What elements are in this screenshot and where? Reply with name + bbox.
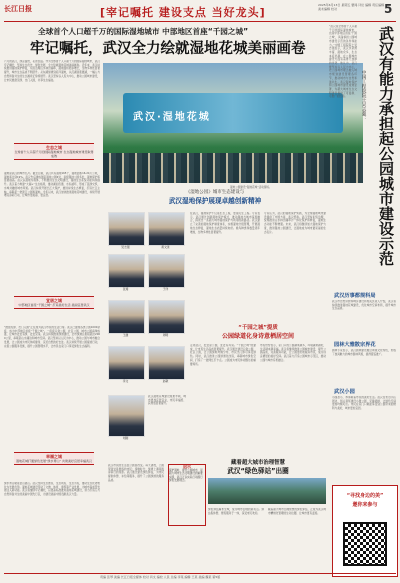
headline: 牢记嘱托，武汉全力绘就湿地花城美丽画卷 (30, 41, 306, 57)
mid-section-2-pretitle: “千园之城”提质 (238, 325, 278, 331)
portrait-name-9: 刘刚 (122, 436, 129, 440)
section-title-livable: 宜居之城 (46, 298, 62, 303)
mid-article-3: 走进武汉，处处是公园，处处有风景。“千园之城”的建成，让市民生活品质显著提升。武汉通过建设口袋公园、社区公园，让公园绿地均衡分布，市民出门即可享受绿色。同时，武汉推进公园绿道化改造，串联城市绿色空间，打造了一批网红打卡点。公园成为市民休闲娱乐的重要场所。 (190, 344, 256, 366)
notice-title: 启示 (183, 464, 191, 469)
mid-section-pretitle: 《湿地公园》城市生态建设与 (185, 190, 245, 195)
section-desc-happy: 湿地花城打通绿色发展“绿水青山” 共建美好宜居幸福武汉 (15, 459, 93, 463)
right-news-1: 武汉市自然资源和城乡建设局相关负责人介绍，武汉将持续推进湿地花城建设，优化城市空间布局，提升城市生态品质。 (332, 300, 396, 311)
top-bar (0, 0, 400, 22)
mid-section-3-title: 武汉“绿色驿站”出圈 (227, 467, 289, 475)
section-desc-livable: 中部地区首座“千园之城” 打造美好生活 美丽宜居武汉 (18, 303, 90, 307)
audience-crowd (103, 153, 363, 183)
portrait-7 (108, 346, 145, 380)
right-news-2: 园林专家表示，武汉园林建设融合荆楚文化特色，形成了独具魅力的城市园林风貌，值得借鉴推广。 (332, 349, 396, 356)
promo-subtitle: 邀你来参与 (352, 502, 378, 508)
portrait-name-4: 于洋 (162, 287, 169, 291)
mid-article-2: 专家认为，武汉的湿地保护实践，为全球湿地城市建设提供了中国方案、武汉经验。武汉坚持系统治理，统筹推进山水林田湖草沙一体化保护和修复，湿地生态功能不断增强。未来，武汉将继续加大湿地保护力度，推进湿地公园建设，让湿地成为城市最亮丽的生态名片。 (264, 212, 326, 234)
article-col-4: 绿水青山就是金山银山。武汉坚持生态惠民、生态利民、生态为民，推动生态优势转化为发展优势。湿地花城建设带动了文旅、体育、康养等产业发展，为城市高质量发展注入新动能。武汉将继续牢记嘱托，以更高标准推进湿地花城建设，努力打造人与自然和谐共生的美丽中国先行区，为建设美丽中国贡献武汉力量。 (4, 482, 100, 497)
portrait-5 (108, 300, 145, 334)
portrait-name-3: 张翔 (122, 287, 129, 291)
notice-box: 启示 保护湿地、建设公园城市，是超大城市生态文明建设的重要实践，武汉正以实际行动践行绿色发展理念。 (168, 464, 206, 526)
portrait-name-2: 黄文进 (161, 245, 170, 249)
side-article: “武汉是全球首个人口超千万的国际湿地城市，也是中部地区首座‘千园之城’，具备承担公园城市建设示范的条件和能力。”中国工程院院士吴志强表示，武汉水资源丰富、湿地众多，生态本底优越，在公园城市建设方面有着得天独厚的优势。他认为，武汉要坚持以人民为中心，把公园城市理念融入城市规划建设管理各环节，推动城市与自然和谐共生。武汉湿地保护和公园城市建设成效显著，为超大城市生态文明建设提供了可复制、可推广的经验。 (329, 25, 357, 99)
article-col-1: 六月的武汉，绿意盎然，花香四溢。作为全球首个人口超千万的国际湿地城市，武汉牢记嘱托，坚持生态优先、绿色发展，全力绘就湿地花城美丽画卷。近年来，武汉持续推进湿地保护修复，系统治理山水林田湖草，湿地面积稳步增长，生物多样性显著提升，城市生态品质不断跃升。从东湖绿道到府河湿地，从沉湖到涨渡湖，一幅人与自然和谐共生的生态画卷正徐徐展开。武汉坚持以人民为中心，推动公园城市建设，让市民推窗见绿、出门入园，共享生态福祉。 (4, 60, 100, 82)
portrait-9 (108, 395, 145, 437)
portrait-name-5: 王健 (122, 333, 129, 337)
portrait-name-8: 赵敏 (162, 379, 169, 383)
portrait-8 (148, 346, 185, 380)
masthead-logo: 长江日报 (4, 5, 32, 13)
header-rule (4, 21, 396, 22)
footer-credits: 责编 张琴 美编 长江日报全媒体 校对 肖文 编校 人民 总编 李某 编辑 王某 美编 魏某 第5版 (100, 575, 221, 579)
article-col-2: 湿地是武汉的城市名片。截至目前，武汉共有湿地165个，湿地面积16.24万公顷，湿地率达到19%。武汉先后建成国家湿地公园6处、省级湿地公园多处，湿地保护率显著提高。武汉以湿地为载体，不断推进生态文明建设，湿地生态系统功能持续提升。武汉着力构建“大湖+”生态格局，推动湖泊连通、水系循环，形成了蓝绿交织、水城共融的城市风貌。武汉持续开展长江大保护，推进岸线生态修复，打造长江主轴，串联起一批滨江公园和湿地。今年以来，武汉加快推进湿地花城建设，持续开展增花添彩行动，让城市更美丽、更宜居。 (4, 172, 100, 198)
promo-title: “寻找身边的美” (346, 493, 384, 499)
photo-caption: 湿地公园建设“湿地花城”活动现场。 (230, 186, 272, 189)
portrait-name-7: 李文 (122, 379, 129, 383)
main-photo (103, 63, 363, 183)
mid-section-2-title: 公园绿道化身诗意栖居空间 (221, 333, 294, 340)
qr-code[interactable] (343, 522, 387, 566)
portrait-4 (148, 254, 185, 288)
article-col-3: “推窗见绿、出门入园”正在成为武汉市民的生活日常。武汉已建成各类公园1000余座，成为中部地区首座“千园之城”。一座座口袋公园、社区公园、城市公园串珠成链，让城市处处有绿、处处见景。武汉持续推进绿道建设，全市绿道总里程超过2000公里，串联起山水湖泊和城市空间。武汉坚持以人民为中心，推动公园与城市融合发展，让公园成为市民休闲健身、亲近自然的好去处。武汉持续开展公园提质行动，完善公园服务设施，提升公园管理水平，让市民在家门口享受绿色生态福利。 (4, 326, 100, 348)
section-sub-ecology (14, 143, 94, 160)
issue-info: 2025年6月13日 星期五 要闻·评论 编辑 责任编辑 美术编辑 校对 (318, 3, 385, 11)
portrait-name-6: 周明 (162, 333, 169, 337)
section-desc-ecology: 全球首个人口超千万的国际湿地城市 生态湿地城市建设取得成效 (14, 150, 94, 158)
page-number: 5 (384, 2, 393, 16)
section-title-ecology: 生态之城 (46, 145, 62, 150)
mid-article-1: 在武汉，湿地保护不仅是生态工程，更是民生工程。专家表示，武汉通过创新湿地保护模式，推动湿地与城市深度融合，探索出一条超大城市湿地保护与利用的新路径。武汉建立了完善的湿地保护制度体系，实施湿地分级管理，开展湿地生态修复，湿地生态质量持续向好。候鸟种类和数量逐年增加，生物多样性显著提升。 (190, 212, 260, 234)
right-news-title-1: 武汉历事都规科局 (334, 293, 376, 299)
mid-section-3-pretitle: 藏着超大城市治理智慧 (231, 460, 285, 466)
footer-rule (4, 573, 396, 574)
section-sub-happy (14, 452, 94, 465)
side-headline: 武汉有能力承担起公园城市建设示范 (377, 26, 395, 266)
right-news-title-3: 武汉小园 (334, 389, 355, 395)
page-header: [宰记嘱托 建设支点 当好龙头] (100, 6, 266, 19)
mid-article-7: 绿色驿站遍布全城，成为城市治理的新亮点。驿站集休憩、便民服务于一体，深受市民欢迎。 (208, 508, 264, 515)
portrait-6 (148, 300, 185, 334)
portrait-name-1: 吴志强 (121, 245, 130, 249)
bottom-photo (208, 478, 326, 504)
mid-article-8: 藏着超大城市治理智慧的绿色驿站，正成为武汉城市精细化管理的生动注脚，让城市更有温度。 (268, 508, 326, 515)
portrait-2 (148, 212, 185, 246)
headline-subtitle: 全球首个人口超千万的国际湿地城市 中部地区首座“千园之城” (38, 27, 249, 36)
portrait-1 (108, 212, 145, 246)
side-headline-byline: 中国工程院院士吴志强： (361, 70, 366, 121)
mid-section-title: 武汉湿地保护展现卓越创新精神 (168, 197, 262, 205)
mid-article-5: 武汉湿地花城建设成果丰硕，城市更加宜居宜业，市民幸福感、获得感显著提升。 (148, 395, 186, 406)
mid-article-4: 市民纷纷表示，家门口的公园越来越多，环境越来越好，生活越来越幸福。武汉将继续推进公园城市建设，提升公园品质，完善服务功能，让公园更好地服务市民，成为诗意栖居的美好空间。武汉着力打造公园城市示范区，推动公园与城市有机融合。 (260, 344, 326, 362)
portrait-3 (108, 254, 145, 288)
right-news-3: 小园虽小，却承载着市民的美好生活。武汉在老旧小区周边、街头巷尾建设小微公园，见缝插绿，让绿色空间更加均衡可达。市民在家门口就能享受到公园带来的便利与美好，城市更加宜居。 (332, 396, 396, 411)
mid-article-6: 武汉市民的生活因公园而改变。每天清晨，公园里到处是晨练的市民；傍晚时分，绿道上满是散步骑行的身影。武汉通过建设绿色驿站，为市民提供休憩、补给等服务，提升了公园绿道的服务品质。 (108, 464, 164, 482)
right-news-title-2: 园林大雅散宗界花 (334, 342, 376, 348)
stage-banner-text: 武汉·湿地花城 (133, 112, 211, 123)
section-title-happy: 幸福之城 (46, 454, 62, 459)
section-sub-livable (14, 296, 94, 309)
